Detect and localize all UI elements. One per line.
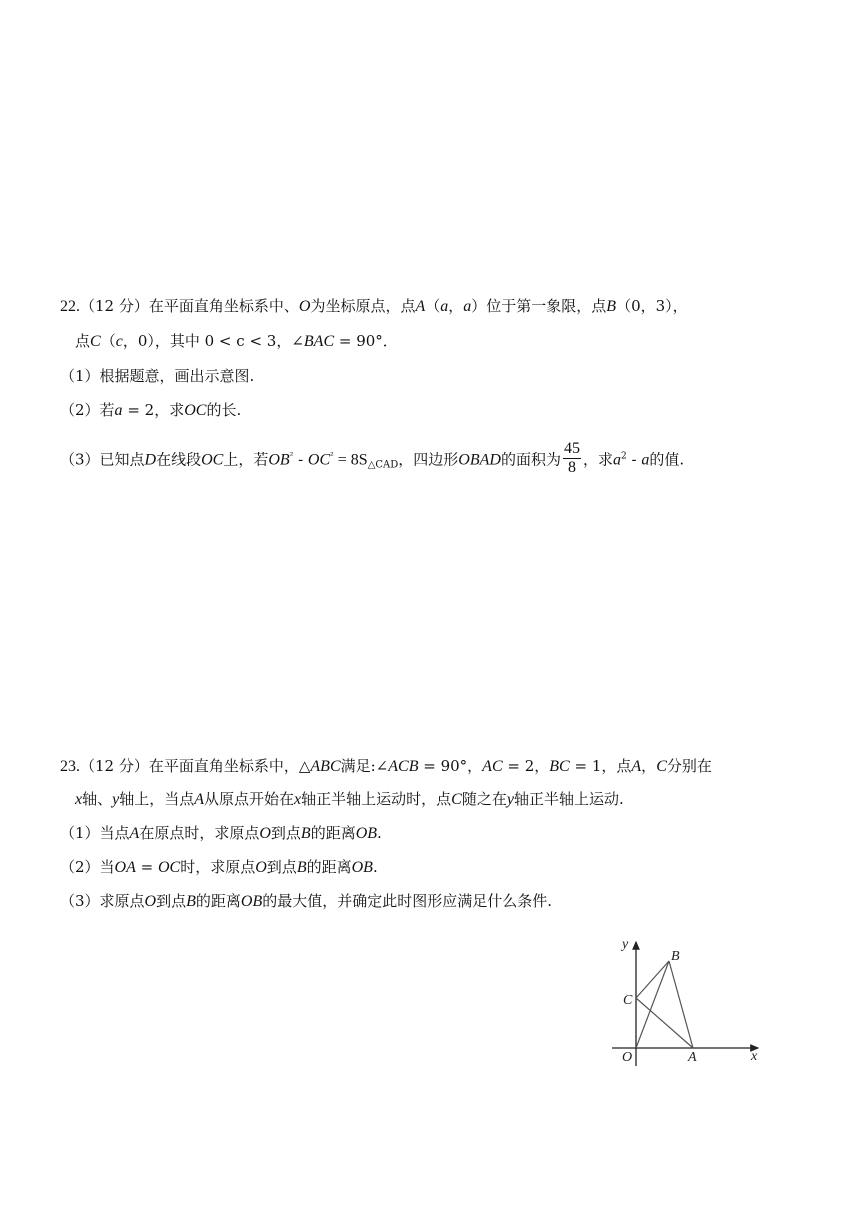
label-B: B — [671, 949, 680, 964]
q22-line1: 22.（12 分）在平面直角坐标系中、O为坐标原点，点A（a，a）位于第一象限，点B（0，3）， — [60, 297, 688, 315]
label-O: O — [622, 1050, 633, 1065]
q23-part3: （3）求原点O到点B的距离OB的最大值，并确定此时图形应满足什么条件. — [60, 892, 553, 910]
label-y: y — [622, 937, 629, 952]
q23-part2: （2）当OA = OC时，求原点O到点B的距离OB. — [60, 858, 378, 876]
q22-part1: （1）根据题意，画出示意图. — [60, 367, 255, 385]
label-C: C — [623, 993, 633, 1008]
label-A: A — [688, 1050, 697, 1065]
q23-part1: （1）当点A在原点时，求原点O到点B的距离OB. — [60, 824, 382, 842]
segment-CA — [636, 998, 693, 1048]
q23-line1: 23.（12 分）在平面直角坐标系中，△ABC满足:∠ACB = 90°，AC = 2，BC = 1，点A，C分别在 — [60, 757, 712, 775]
segment-BA — [669, 961, 693, 1048]
segment-OB — [636, 961, 669, 1048]
fraction-45-8: $\frac{45}{8}$ — [563, 440, 580, 476]
q23-line2: x轴、y轴上，当点A从原点开始在x轴正半轴上运动时，点C随之在y轴正半轴上运动. — [75, 790, 624, 808]
label-x: x — [751, 1049, 758, 1064]
q22-part2: （2）若a = 2，求OC的长. — [60, 401, 242, 419]
coordinate-figure — [608, 934, 768, 1074]
segment-CB — [636, 961, 669, 998]
q22-part3: （3）已知点D在线段OC上，若$OB^{^2} - OC^{^2} = 8S_{\triangle CAD}$，四边形OBAD的面积为 $\frac{45}{8}$ ，求$a^2$ - a的值. — [60, 440, 685, 476]
q22-line2: 点C（c，0），其中 0 < c < 3，∠BAC = 90°． — [75, 332, 398, 350]
